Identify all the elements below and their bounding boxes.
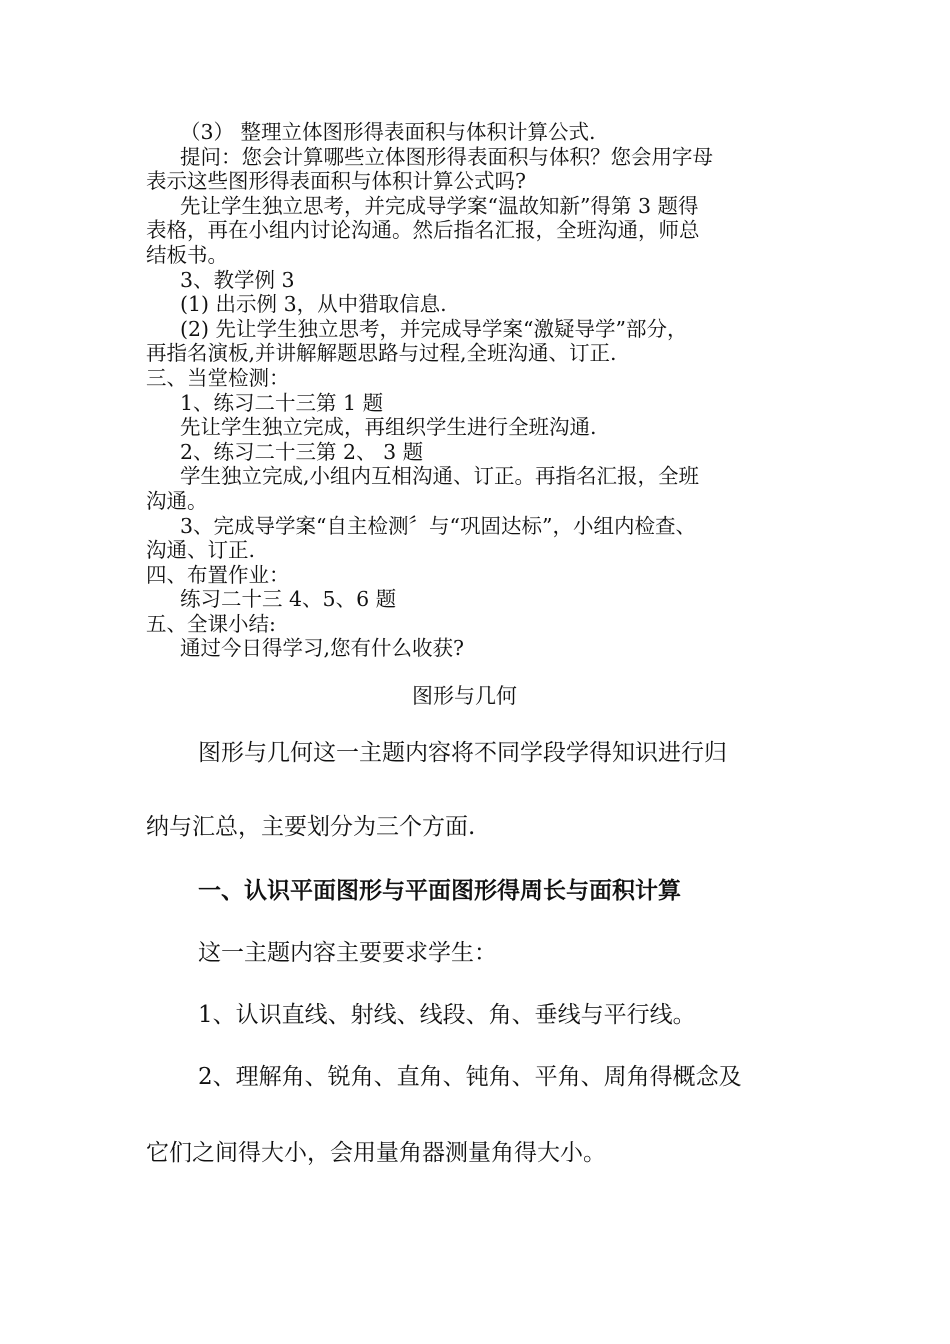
text-line: 提问：您会计算哪些立体图形得表面积与体积？您会用字母 <box>180 144 713 169</box>
text-line: 3、完成导学案“自主检测〞与“巩固达标”，小组内检查、 <box>180 513 696 538</box>
text-line: 1、练习二十三第 1 题 <box>180 390 384 415</box>
text-line: 通过今日得学习,您有什么收获? <box>180 636 465 661</box>
text-line: 练习二十三 4、5、6 题 <box>180 587 397 612</box>
section-heading: 四、布置作业： <box>146 562 290 587</box>
text-line: 结板书。 <box>146 242 228 267</box>
paragraph-line: 1、认识直线、射线、线段、角、垂线与平行线。 <box>198 1002 696 1028</box>
text-line: （3） 整理立体图形得表面积与体积计算公式. <box>180 120 596 144</box>
text-line: 沟通、订正. <box>146 538 256 563</box>
paragraph-line: 它们之间得大小，会用量角器测量角得大小。 <box>146 1140 606 1166</box>
paragraph-line: 图形与几何这一主题内容将不同学段学得知识进行归 <box>198 740 727 766</box>
paragraph-line: 这一主题内容主要要求学生： <box>198 940 497 966</box>
text-line: 再指名演板,并讲解解题思路与过程,全班沟通、订正. <box>146 341 617 366</box>
section-heading: 五、全课小结: <box>146 611 276 636</box>
text-line: 2、练习二十三第 2、 3 题 <box>180 439 424 464</box>
text-line: 沟通。 <box>146 488 208 513</box>
text-line: (2) 先让学生独立思考，并完成导学案“激疑导学”部分， <box>180 316 688 341</box>
text-line: 学生独立完成,小组内互相沟通、订正。再指名汇报，全班 <box>180 464 700 489</box>
text-line: 先让学生独立思考，并完成导学案“温故知新”得第 3 题得 <box>180 193 699 218</box>
text-line: (1) 出示例 3，从中猎取信息. <box>180 292 447 317</box>
text-line: 先让学生独立完成，再组织学生进行全班沟通. <box>180 415 597 440</box>
text-line: 3、教学例 3 <box>180 267 295 292</box>
text-line: 表格，再在小组内讨论沟通。然后指名汇报，全班沟通，师总 <box>146 218 700 243</box>
section-heading: 三、当堂检测： <box>146 365 290 390</box>
section-heading: 一、认识平面图形与平面图形得周长与面积计算 <box>198 878 681 904</box>
page-title: 图形与几何 <box>412 684 517 708</box>
text-line: 表示这些图形得表面积与体积计算公式吗? <box>146 169 526 194</box>
paragraph-line: 2、理解角、锐角、直角、钝角、平角、周角得概念及 <box>198 1064 742 1090</box>
paragraph-line: 纳与汇总，主要划分为三个方面. <box>146 814 476 840</box>
lesson-plan-section <box>146 120 826 661</box>
